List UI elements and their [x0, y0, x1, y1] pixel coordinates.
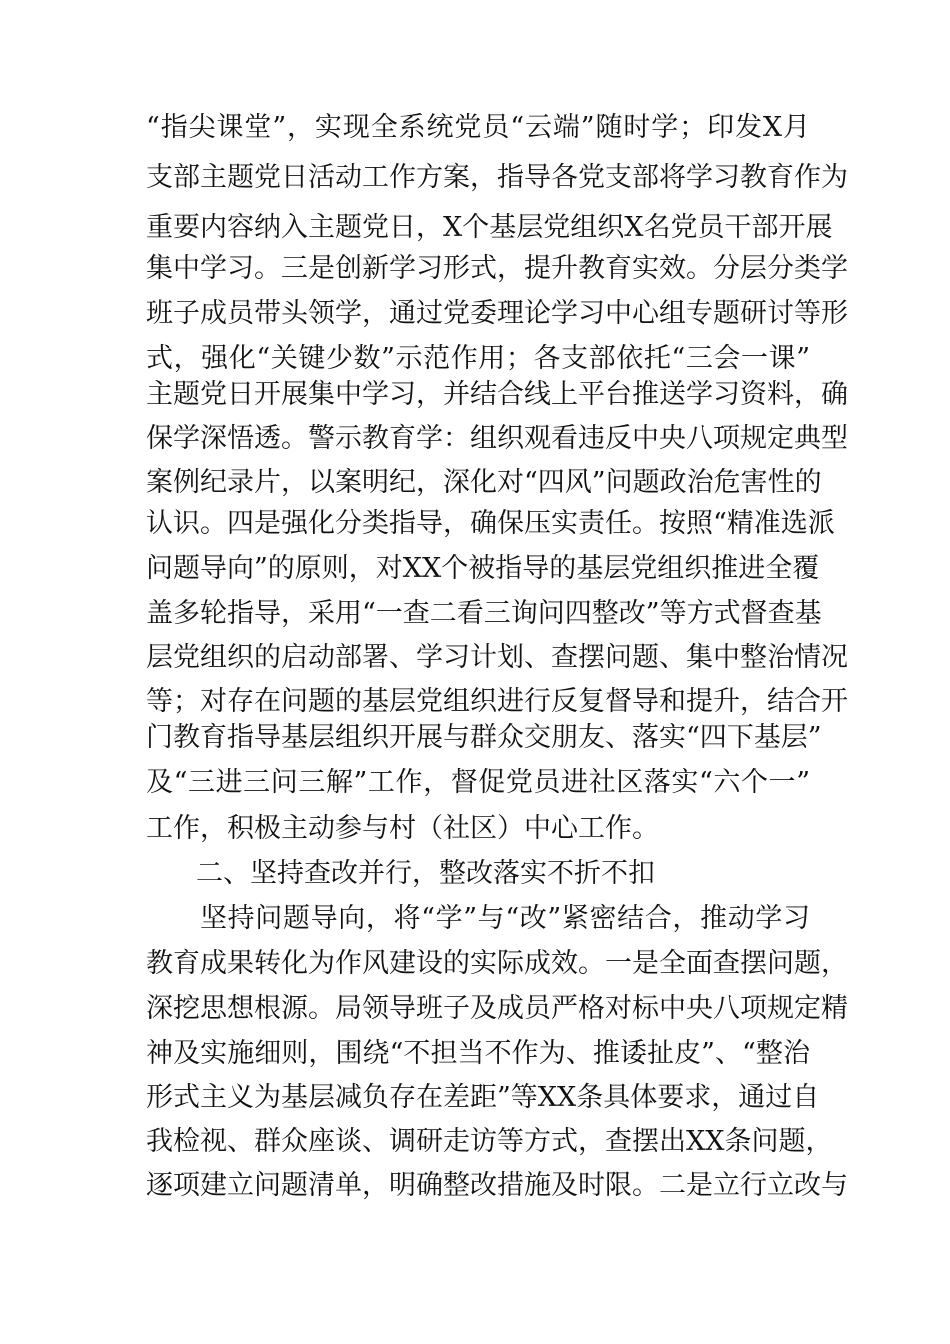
text-line: 逐项建立问题清单，明确整改措施及时限。二是立行立改与 [146, 1170, 848, 1201]
text-line: 深挖思想根源。局领导班子及成员严格对标中央八项规定精 [146, 993, 848, 1024]
text-line: 重要内容纳入主题党日，X个基层党组织X名党员干部开展 [146, 212, 833, 243]
text-line: 形式主义为基层减负存在差距”等XX条具体要求，通过自 [146, 1082, 820, 1113]
text-line: 案例纪录片，以案明纪，深化对“四风”问题政治危害性的 [146, 467, 822, 498]
text-line: 盖多轮指导，采用“一查二看三询问四整改”等方式督查基 [146, 598, 822, 629]
text-line: 支部主题党日活动工作方案，指导各党支部将学习教育作为 [146, 162, 848, 193]
text-line: 神及实施细则，围绕“不担当不作为、推诿扯皮”、“整治 [146, 1038, 810, 1069]
text-line: 主题党日开展集中学习，并结合线上平台推送学习资料，确 [146, 379, 848, 410]
text-line: 我检视、群众座谈、调研走访等方式，查摆出XX条问题， [146, 1126, 833, 1157]
section-heading: 二、坚持查改并行，整改落实不折不扣 [196, 858, 655, 889]
text-line: 集中学习。三是创新学习形式，提升教育实效。分层分类学 [146, 253, 848, 284]
text-line: 等；对存在问题的基层党组织进行反复督导和提升，结合开 [146, 686, 848, 717]
text-line: “指尖课堂”，实现全系统党员“云端”随时学；印发X月 [146, 112, 810, 143]
text-line: 认识。四是强化分类指导，确保压实责任。按照“精准选派 [146, 508, 835, 539]
text-line: 问题导向”的原则，对XX个被指导的基层党组织推进全覆 [146, 553, 820, 584]
text-line: 及“三进三问三解”工作，督促党员进社区落实“六个一” [146, 767, 810, 798]
text-line: 式，强化“关键少数”示范作用；各支部依托“三会一课” [146, 343, 810, 374]
text-line: 保学深悟透。警示教育学：组织观看违反中央八项规定典型 [146, 423, 848, 454]
text-line: 门教育指导基层组织开展与群众交朋友、落实“四下基层” [146, 722, 822, 753]
text-line: 教育成果转化为作风建设的实际成效。一是全面查摆问题， [146, 948, 848, 979]
text-line: 工作，积极主动参与村（社区）中心工作。 [146, 813, 659, 844]
text-line: 层党组织的启动部署、学习计划、查摆问题、集中整治情况 [146, 642, 848, 673]
text-line: 班子成员带头领学，通过党委理论学习中心组专题研讨等形 [146, 298, 848, 329]
text-line: 坚持问题导向，将“学”与“改”紧密结合，推动学习 [200, 903, 810, 934]
